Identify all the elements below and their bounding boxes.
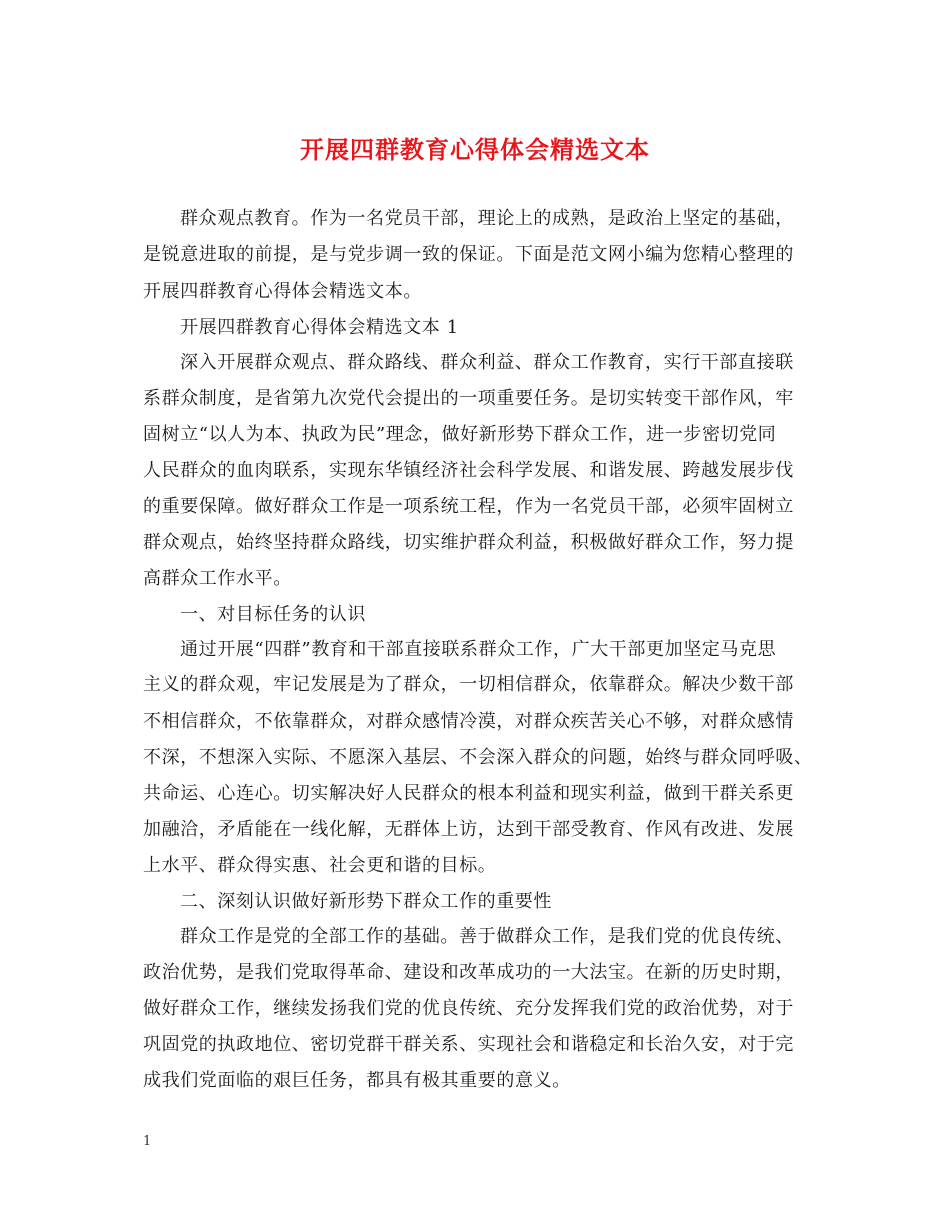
body-line: 群众工作是党的全部工作的基础。善于做群众工作，是我们党的优良传统、 — [180, 926, 794, 947]
body-line: 通过开展“四群”教育和干部直接联系群众工作，广大干部更加坚定马克思 — [180, 639, 777, 660]
section-heading: 二、深刻认识做好新形势下群众工作的重要性 — [180, 891, 552, 912]
body-line: 成我们党面临的艰巨任务，都具有极其重要的意义。 — [143, 1070, 571, 1091]
body-line: 高群众工作水平。 — [143, 568, 292, 589]
body-line: 深入开展群众观点、群众路线、群众利益、群众工作教育，实行干部直接联 — [180, 352, 794, 373]
body-line: 系群众制度，是省第九次党代会提出的一项重要任务。是切实转变干部作风，牢 — [143, 388, 794, 409]
body-line: 加融洽，矛盾能在一线化解，无群体上访，达到干部受教育、作风有改进、发展 — [143, 819, 794, 840]
body-line: 人民群众的血肉联系，实现东华镇经济社会科学发展、和谐发展、跨越发展步伐 — [143, 460, 794, 481]
body-line: 是锐意进取的前提，是与党步调一致的保证。下面是范文网小编为您精心整理的 — [143, 244, 794, 265]
body-line: 的重要保障。做好群众工作是一项系统工程，作为一名党员干部，必须牢固树立 — [143, 496, 794, 517]
body-line: 政治优势，是我们党取得革命、建设和改革成功的一大法宝。在新的历史时期， — [143, 962, 794, 983]
body-line: 开展四群教育心得体会精选文本。 — [143, 281, 422, 302]
body-line: 不深，不想深入实际、不愿深入基层、不会深入群众的问题，始终与群众同呼吸、 — [143, 747, 813, 768]
section-heading: 一、对目标任务的认识 — [180, 604, 366, 625]
body-line: 巩固党的执政地位、密切党群干群关系、实现社会和谐稳定和长治久安，对于完 — [143, 1034, 794, 1055]
document-title: 开展四群教育心得体会精选文本 — [300, 135, 650, 164]
body-line: 固树立“以人为本、执政为民”理念，做好新形势下群众工作，进一步密切党同 — [143, 424, 777, 445]
body-line: 共命运、心连心。切实解决好人民群众的根本利益和现实利益，做到干群关系更 — [143, 783, 794, 804]
body-line: 群众观点教育。作为一名党员干部，理论上的成熟，是政治上坚定的基础， — [180, 208, 794, 229]
section-subtitle: 开展四群教育心得体会精选文本 1 — [180, 317, 459, 338]
body-line: 不相信群众，不依靠群众，对群众感情冷漠，对群众疾苦关心不够，对群众感情 — [143, 711, 794, 732]
body-line: 上水平、群众得实惠、社会更和谐的目标。 — [143, 855, 497, 876]
body-line: 做好群众工作，继续发扬我们党的优良传统、充分发挥我们党的政治优势，对于 — [143, 998, 794, 1019]
page-number: 1 — [143, 1134, 152, 1149]
body-line: 群众观点，始终坚持群众路线，切实维护群众利益，积极做好群众工作，努力提 — [143, 532, 794, 553]
body-line: 主义的群众观，牢记发展是为了群众，一切相信群众，依靠群众。解决少数干部 — [143, 674, 794, 695]
